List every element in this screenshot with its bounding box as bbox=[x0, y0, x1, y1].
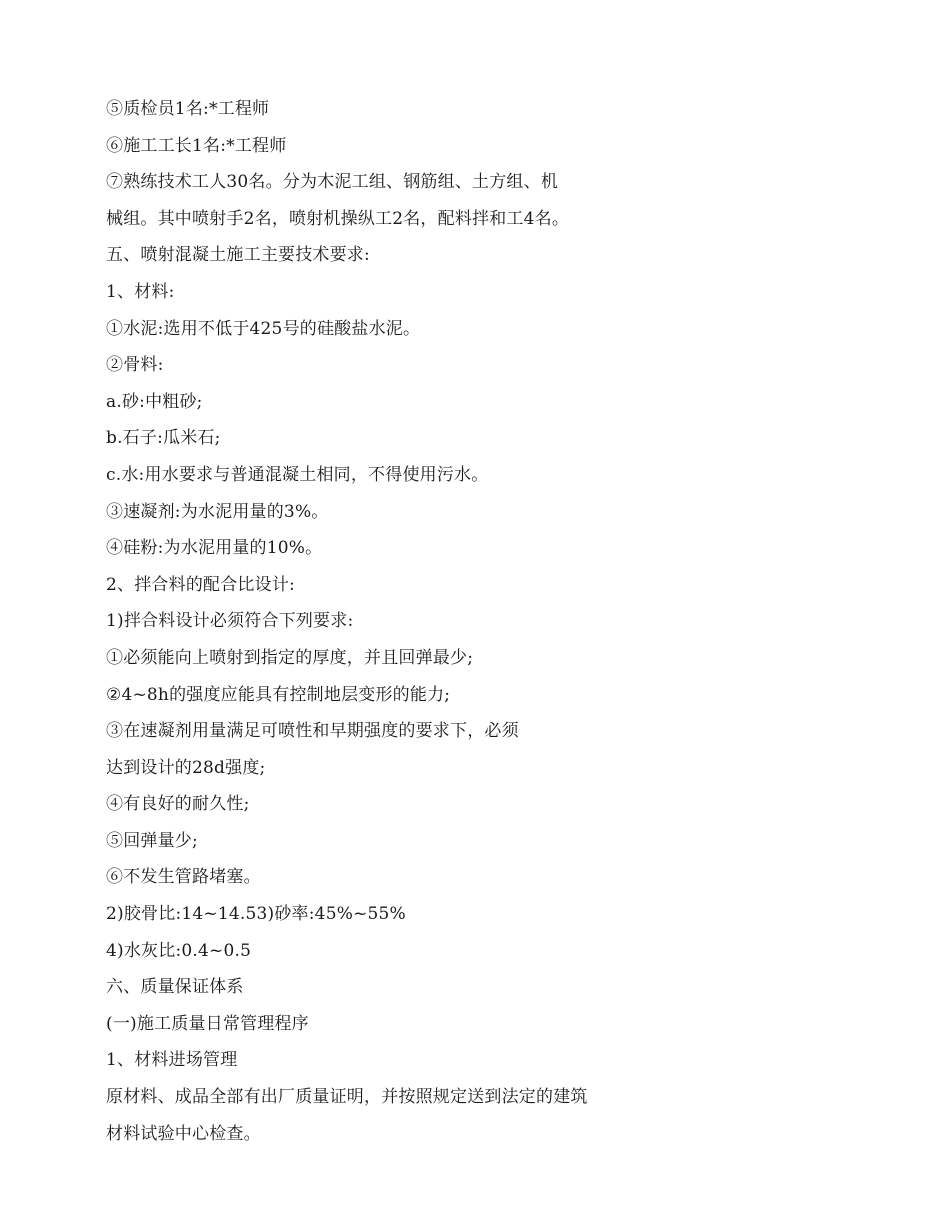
text-line: ⑦熟练技术工人30名。分为木泥工组、钢筋组、土方组、机 bbox=[106, 172, 559, 193]
document-body bbox=[106, 91, 706, 1152]
text-line: ②骨料: bbox=[106, 355, 164, 376]
text-line: 2)胶骨比:14~14.53)砂率:45%~55% bbox=[106, 904, 406, 925]
text-line: ①必须能向上喷射到指定的厚度，并且回弹最少; bbox=[106, 647, 474, 668]
text-line: 原材料、成品全部有出厂质量证明，并按照规定送到法定的建筑 bbox=[106, 1087, 588, 1108]
subsection-heading: (一)施工质量日常管理程序 bbox=[106, 1013, 309, 1034]
section-heading: 五、喷射混凝土施工主要技术要求: bbox=[106, 245, 370, 266]
text-line: 1)拌合料设计必须符合下列要求: bbox=[106, 611, 354, 632]
text-line: 4)水灰比:0.4~0.5 bbox=[106, 940, 252, 961]
text-line: ①水泥:选用不低于425号的硅酸盐水泥。 bbox=[106, 318, 421, 339]
text-line: 达到设计的28d强度; bbox=[106, 757, 266, 778]
text-line: ④有良好的耐久性; bbox=[106, 794, 250, 815]
text-line: ⑤回弹量少; bbox=[106, 830, 198, 851]
text-line: b.石子:瓜米石; bbox=[106, 428, 221, 449]
text-line: ③在速凝剂用量满足可喷性和早期强度的要求下，必须 bbox=[106, 721, 519, 742]
text-line: c.水:用水要求与普通混凝土相同，不得使用污水。 bbox=[106, 464, 489, 485]
text-line: ④硅粉:为水泥用量的10%。 bbox=[106, 538, 323, 559]
subsection-heading: 1、材料进场管理 bbox=[106, 1050, 238, 1071]
text-line: 材料试验中心检查。 bbox=[106, 1123, 261, 1144]
text-line: ⑥不发生管路堵塞。 bbox=[106, 867, 261, 888]
section-heading: 六、质量保证体系 bbox=[106, 977, 244, 998]
text-line: a.砂:中粗砂; bbox=[106, 391, 203, 412]
text-line: ⑤质检员1名:*工程师 bbox=[106, 99, 270, 119]
text-line: ③速凝剂:为水泥用量的3%。 bbox=[106, 501, 329, 522]
text-line: ②4~8h的强度应能具有控制地层变形的能力; bbox=[106, 684, 451, 705]
text-line: ⑥施工工长1名:*工程师 bbox=[106, 135, 287, 156]
subsection-heading: 2、拌合料的配合比设计: bbox=[106, 574, 295, 595]
text-line: 械组。其中喷射手2名，喷射机操纵工2名，配料拌和工4名。 bbox=[106, 208, 570, 229]
subsection-heading: 1、材料: bbox=[106, 281, 175, 302]
